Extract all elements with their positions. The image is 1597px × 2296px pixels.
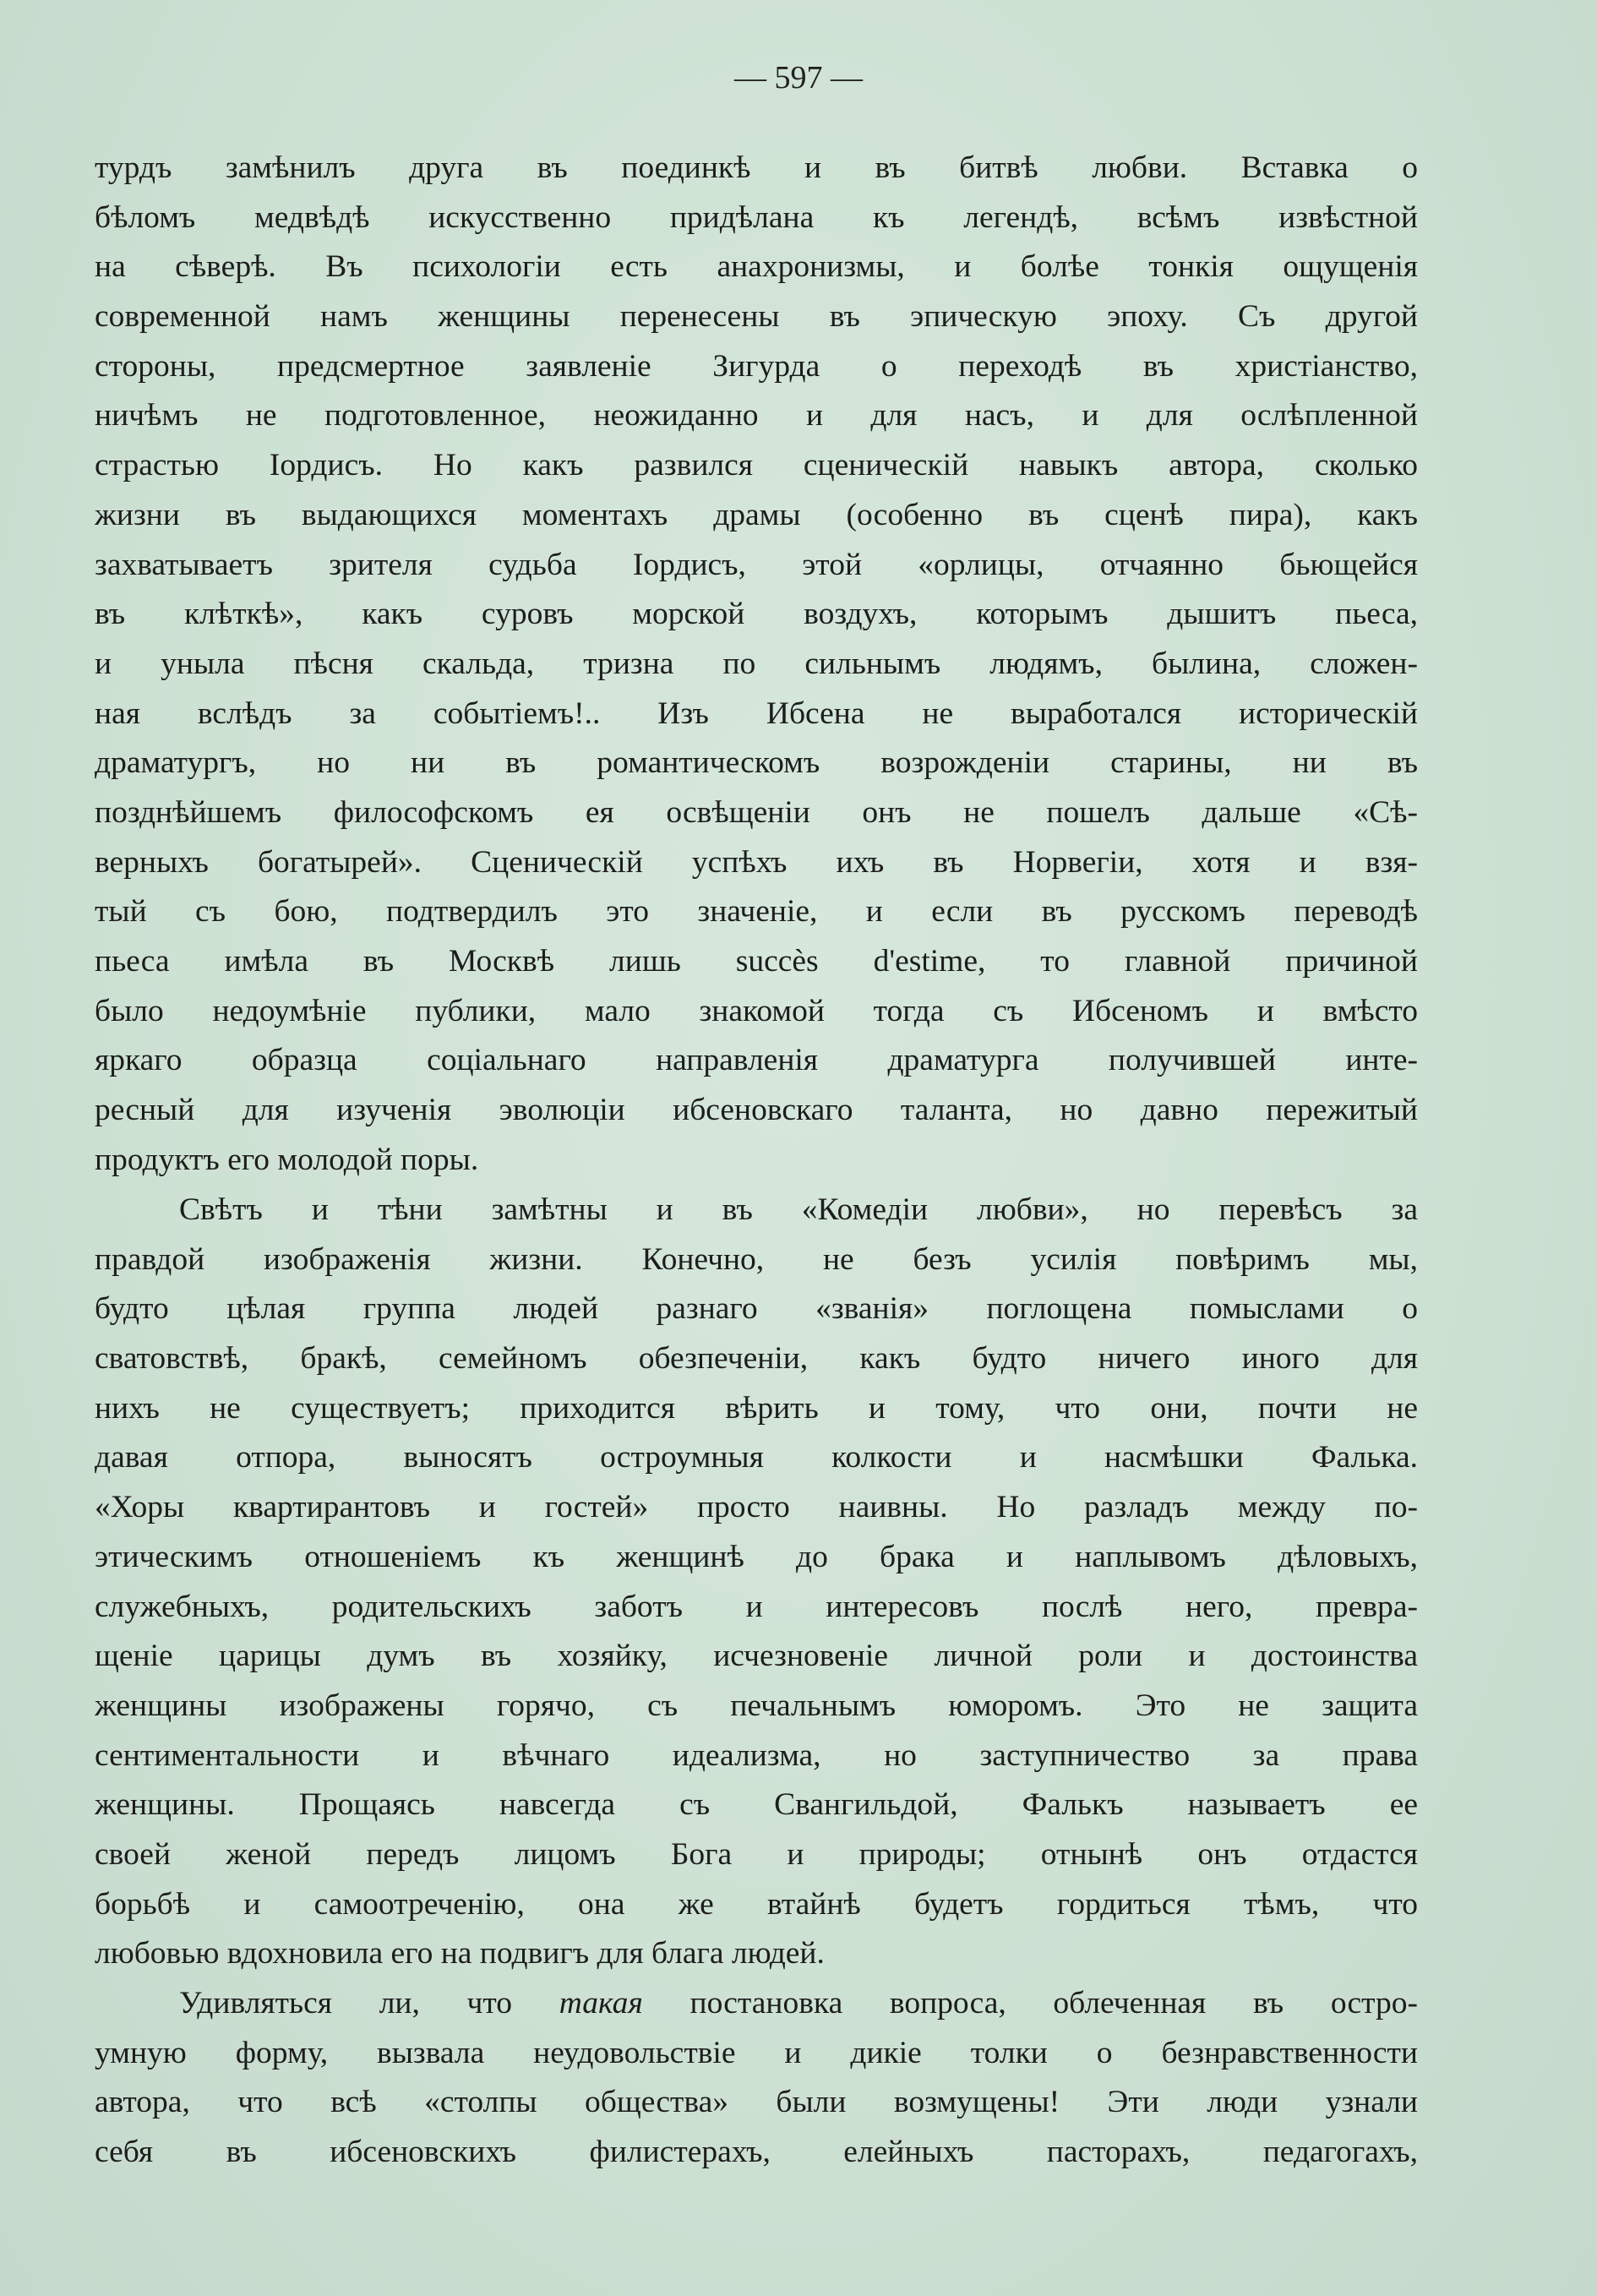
text-line: давая отпора, выносятъ остроумныя колкости и насмѣшки Фалька. bbox=[95, 1440, 1418, 1475]
text-line: жизни въ выдающихся моментахъ драмы (особенно въ сценѣ пира), какъ bbox=[95, 497, 1418, 532]
text-line: тый съ бою, подтвердилъ это значеніе, и если въ русскомъ переводѣ bbox=[95, 894, 1418, 930]
text-line: въ клѣткѣ», какъ суровъ морской воздухъ, которымъ дышитъ пьеса, bbox=[95, 597, 1418, 632]
text-line: захватываетъ зрителя судьба Іордисъ, этой «орлицы, отчаянно бьющейся bbox=[95, 547, 1418, 582]
text-line: своей женой передъ лицомъ Бога и природы; отнынѣ онъ отдастся bbox=[95, 1836, 1418, 1872]
text-line: правдой изображенія жизни. Конечно, не безъ усилія повѣримъ мы, bbox=[95, 1241, 1418, 1277]
text-line: драматургъ, но ни въ романтическомъ возрожденіи старины, ни въ bbox=[95, 745, 1418, 781]
paragraph-2 bbox=[95, 1186, 1418, 1979]
text-line: верныхъ богатырей». Сценическій успѣхъ ихъ въ Норвегіи, хотя и взя- bbox=[95, 844, 1418, 880]
text-line: сватовствѣ, бракѣ, семейномъ обезпеченіи, какъ будто ничего иного для bbox=[95, 1341, 1418, 1377]
text-line: ресный для изученія эволюціи ибсеновскаго таланта, но давно пережитый bbox=[95, 1093, 1418, 1128]
italic-emphasis: такая bbox=[559, 1986, 643, 2021]
text-line: «Хоры квартирантовъ и гостей» просто наивны. Но разладъ между по- bbox=[95, 1490, 1418, 1525]
text-line: нихъ не существуетъ; приходится вѣрить и тому, что они, почти не bbox=[95, 1390, 1418, 1426]
text-line: ничѣмъ не подготовленное, неожиданно и для насъ, и для ослѣпленной bbox=[95, 398, 1418, 434]
text-line: борьбѣ и самоотреченію, она же втайнѣ будетъ гордиться тѣмъ, что bbox=[95, 1886, 1418, 1922]
text-line: турдъ замѣнилъ друга въ поединкѣ и въ битвѣ любви. Вставка о bbox=[95, 150, 1418, 185]
text-line: женщины изображены горячо, съ печальнымъ юморомъ. Это не защита bbox=[95, 1688, 1418, 1723]
page-number: — 597 — bbox=[734, 60, 863, 95]
text-line: бѣломъ медвѣдѣ искусственно придѣлана къ легендѣ, всѣмъ извѣстной bbox=[95, 199, 1418, 235]
text-line: женщины. Прощаясь навсегда съ Свангильдой, Фалькъ называетъ ее bbox=[95, 1787, 1418, 1823]
paragraph-1 bbox=[95, 144, 1418, 1185]
text-line: было недоумѣніе публики, мало знакомой тогда съ Ибсеномъ и вмѣсто bbox=[95, 993, 1418, 1028]
text-line: ная вслѣдъ за событіемъ!.. Изъ Ибсена не выработался историческій bbox=[95, 695, 1418, 731]
text-span: постановка вопроса, облеченная въ остро- bbox=[642, 1986, 1418, 2021]
text-line: стороны, предсмертное заявленіе Зигурда о переходѣ въ христіанство, bbox=[95, 348, 1418, 384]
text-line: яркаго образца соціальнаго направленія драматурга получившей инте- bbox=[95, 1043, 1418, 1078]
text-line: себя въ ибсеновскихъ филистерахъ, елейныхъ пасторахъ, педагогахъ, bbox=[95, 2135, 1418, 2170]
text-line bbox=[95, 1979, 1418, 2029]
text-span: Удивляться ли, что bbox=[179, 1986, 559, 2021]
text-line: продуктъ его молодой поры. bbox=[95, 1142, 479, 1177]
text-line: на сѣверѣ. Въ психологіи есть анахронизмы, и болѣе тонкія ощущенія bbox=[95, 249, 1418, 285]
text-line: этическимъ отношеніемъ къ женщинѣ до брака и наплывомъ дѣловыхъ, bbox=[95, 1539, 1418, 1574]
text-line: щеніе царицы думъ въ хозяйку, исчезновеніе личной роли и достоинства bbox=[95, 1639, 1418, 1674]
text-line: и уныла пѣсня скальда, тризна по сильнымъ людямъ, былина, сложен- bbox=[95, 646, 1418, 681]
text-line: служебныхъ, родительскихъ заботъ и интересовъ послѣ него, превра- bbox=[95, 1589, 1418, 1624]
text-line: автора, что всѣ «столпы общества» были возмущены! Эти люди узнали bbox=[95, 2085, 1418, 2120]
text-line: будто цѣлая группа людей разнаго «званія» поглощена помыслами о bbox=[95, 1291, 1418, 1327]
text-line: умную форму, вызвала неудовольствіе и дикіе толки о безнравственности bbox=[95, 2035, 1418, 2070]
text-line: пьеса имѣла въ Москвѣ лишь succès d'estime, то главной причиной bbox=[95, 944, 1418, 979]
paragraph-3 bbox=[95, 1979, 1418, 2178]
text-line: современной намъ женщины перенесены въ эпическую эпоху. Съ другой bbox=[95, 299, 1418, 335]
text-line: страстью Іордисъ. Но какъ развился сценическій навыкъ автора, сколько bbox=[95, 448, 1418, 483]
text-line: Свѣтъ и тѣни замѣтны и въ «Комедіи любви», но перевѣсъ за bbox=[179, 1192, 1418, 1227]
text-line: сентиментальности и вѣчнаго идеализма, но заступничество за права bbox=[95, 1737, 1418, 1773]
text-line: позднѣйшемъ философскомъ ея освѣщеніи онъ не пошелъ дальше «Сѣ- bbox=[95, 794, 1418, 830]
text-line: любовью вдохновила его на подвигъ для блага людей. bbox=[95, 1936, 825, 1972]
